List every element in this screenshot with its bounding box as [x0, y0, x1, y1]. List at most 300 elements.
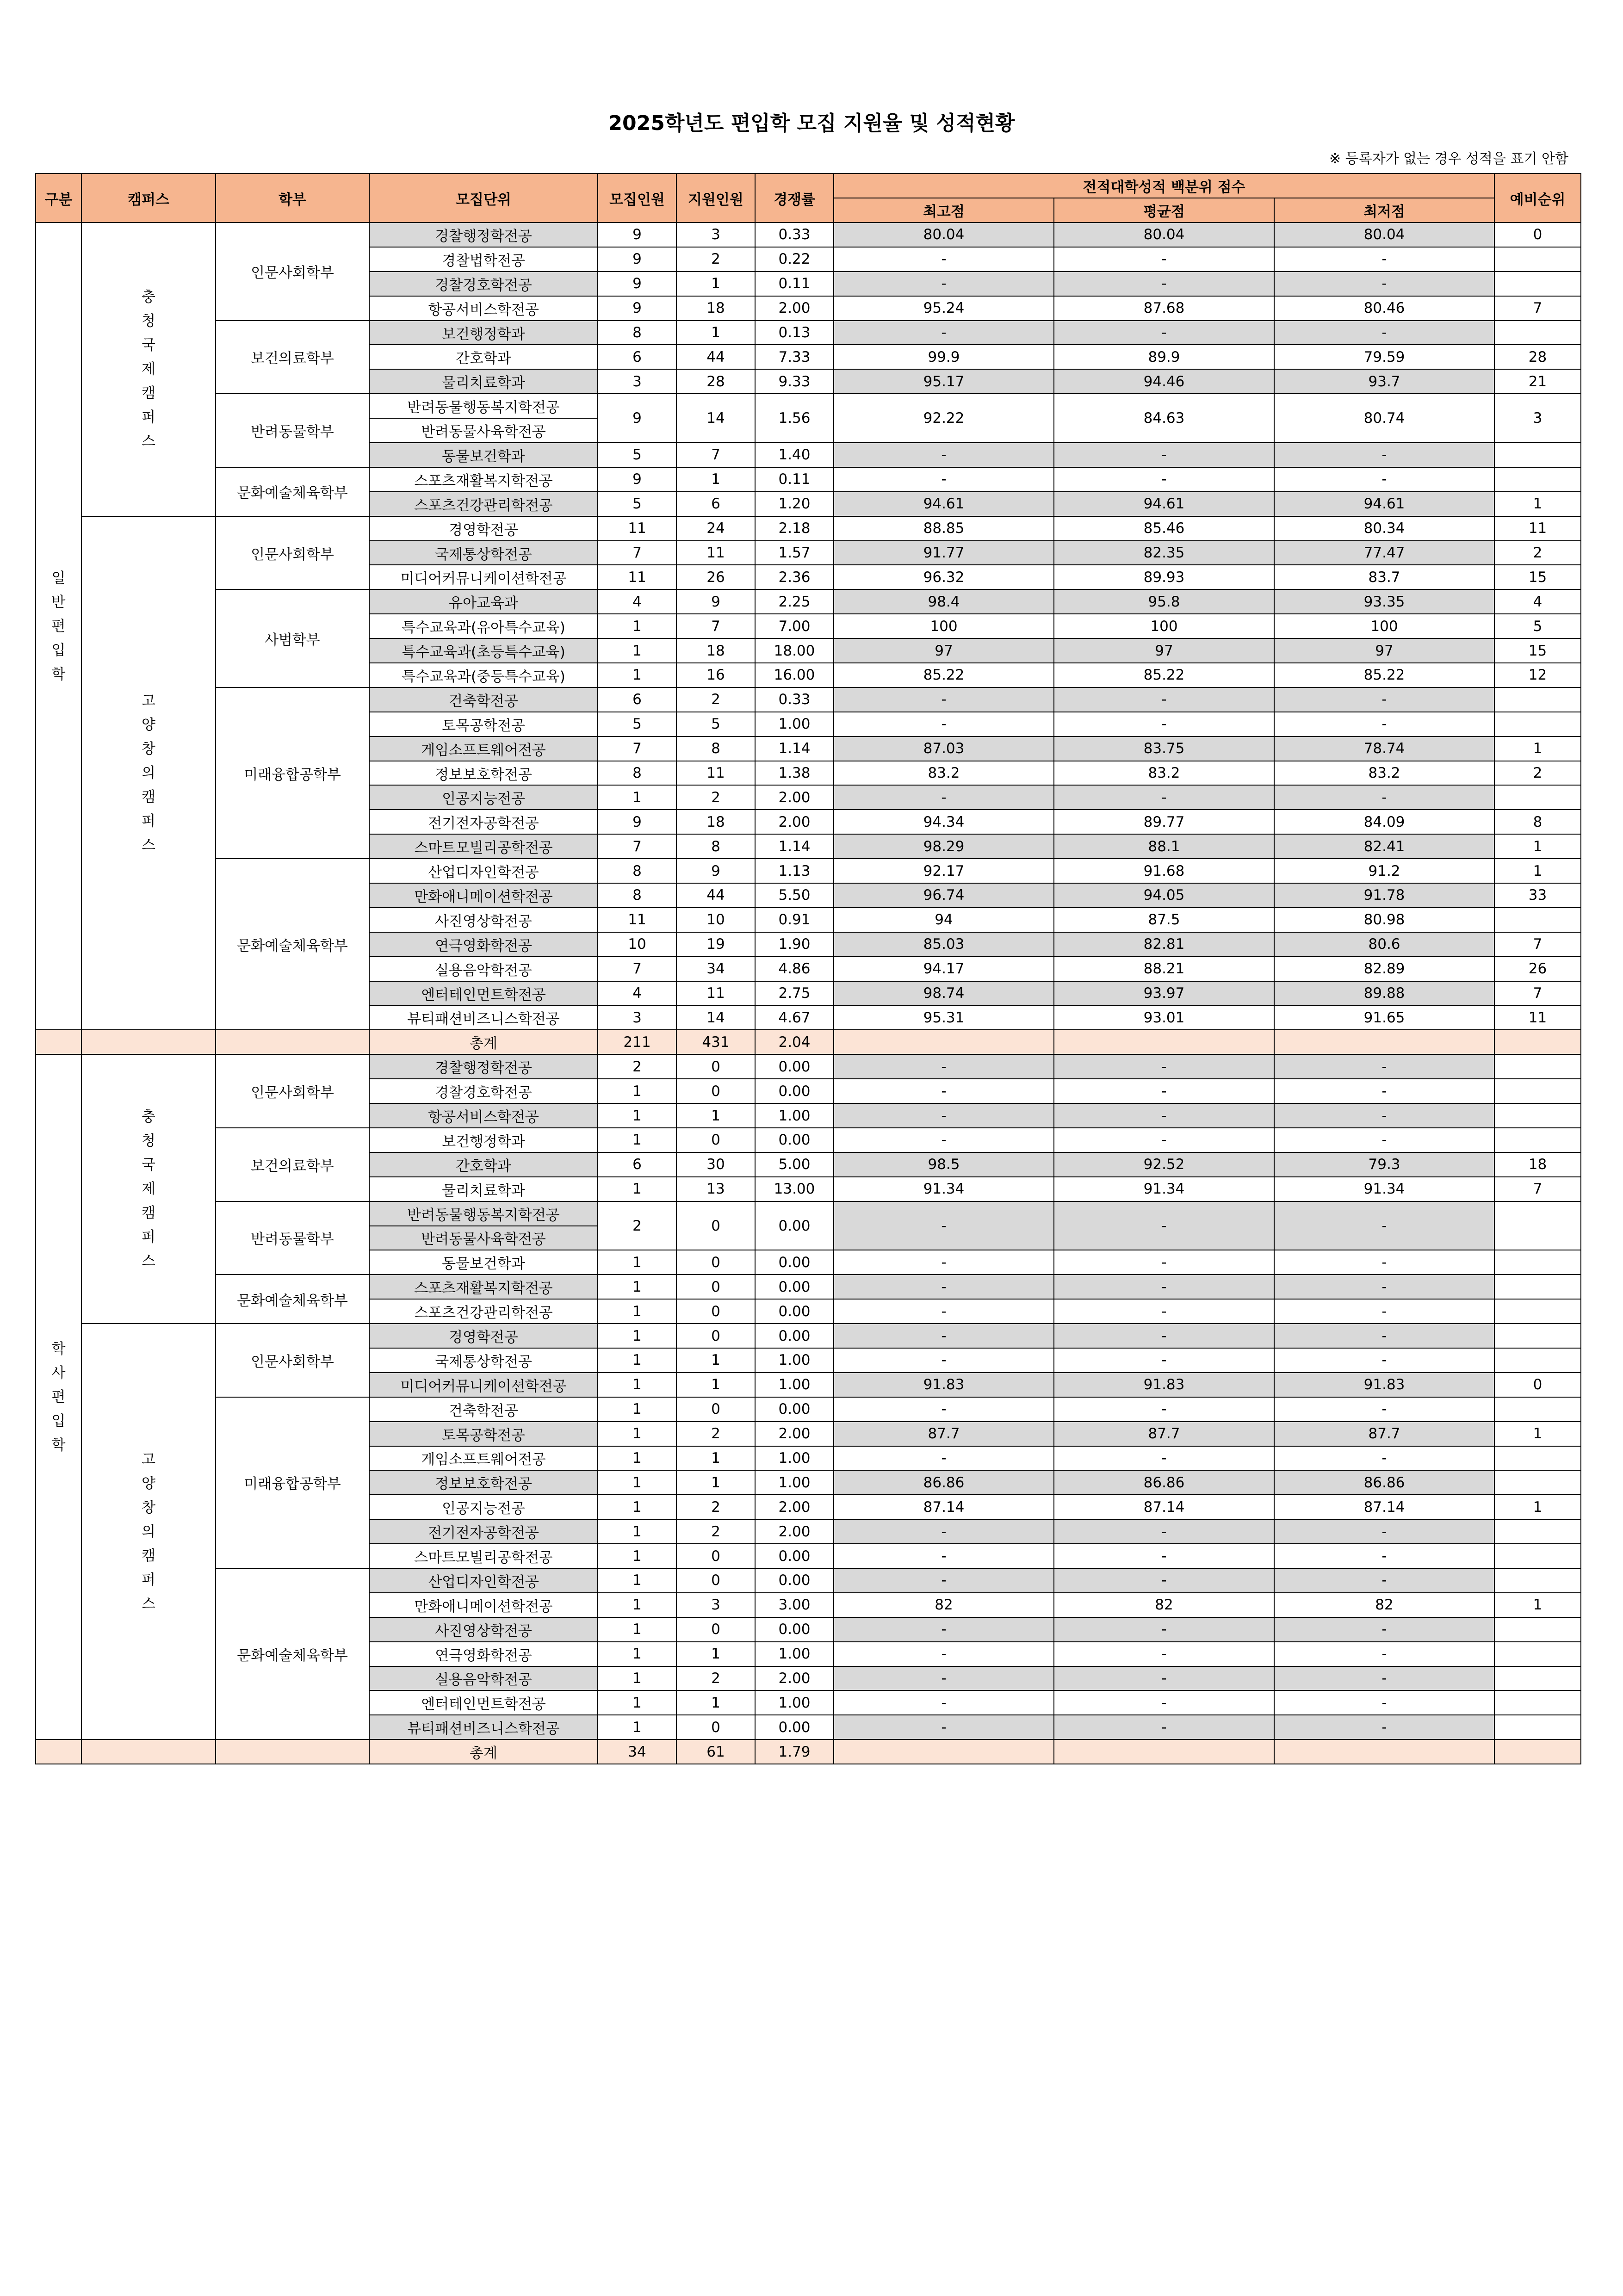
waitlist-cell: 4 [1494, 589, 1581, 614]
table-row [36, 1054, 1581, 1079]
applicants-cell: 44 [676, 345, 755, 369]
avg-score-cell: - [1054, 1054, 1274, 1079]
waitlist-cell: 1 [1494, 1593, 1581, 1617]
faculty-label: 문화예술체육학부 [216, 467, 369, 516]
ratio-cell: 2.00 [755, 296, 834, 321]
max-score-cell: 92.17 [834, 859, 1054, 883]
avg-score-cell: - [1054, 1544, 1274, 1568]
max-score-cell: 94.61 [834, 492, 1054, 516]
waitlist-cell [1494, 1299, 1581, 1324]
avg-score-cell: 83.2 [1054, 761, 1274, 786]
ratio-cell: 0.00 [755, 1715, 834, 1739]
max-score-cell: 88.85 [834, 516, 1054, 541]
waitlist-cell [1494, 1690, 1581, 1715]
waitlist-cell: 2 [1494, 541, 1581, 565]
total-row [36, 1030, 1581, 1054]
total-applicants: 431 [676, 1030, 755, 1054]
waitlist-cell: 11 [1494, 1006, 1581, 1030]
applicants-cell: 3 [676, 1593, 755, 1617]
waitlist-cell [1494, 1470, 1581, 1495]
applicants-cell: 0 [676, 1715, 755, 1739]
applicants-cell: 13 [676, 1177, 755, 1201]
quota-cell: 9 [598, 296, 676, 321]
unit-cell: 보건행정학과 [369, 1128, 598, 1152]
quota-cell: 4 [598, 981, 676, 1006]
quota-cell: 1 [598, 1495, 676, 1519]
quota-cell: 1 [598, 1373, 676, 1397]
applicants-cell: 2 [676, 1666, 755, 1691]
ratio-cell: 1.00 [755, 1103, 834, 1128]
total-label: 총계 [369, 1739, 598, 1764]
max-score-cell: 94 [834, 908, 1054, 932]
min-score-cell: - [1274, 1275, 1494, 1299]
applicants-cell: 1 [676, 467, 755, 492]
avg-score-cell: 87.7 [1054, 1422, 1274, 1446]
waitlist-cell: 1 [1494, 1422, 1581, 1446]
avg-score-cell: - [1054, 687, 1274, 712]
waitlist-cell: 18 [1494, 1152, 1581, 1177]
waitlist-cell [1494, 1128, 1581, 1152]
unit-cell: 건축학전공 [369, 687, 598, 712]
avg-score-cell: - [1054, 467, 1274, 492]
min-score-cell: 91.2 [1274, 859, 1494, 883]
ratio-cell: 0.00 [755, 1201, 834, 1250]
unit-cell: 물리치료학과 [369, 1177, 598, 1201]
quota-cell: 1 [598, 663, 676, 687]
waitlist-cell [1494, 443, 1581, 467]
applicants-cell: 2 [676, 785, 755, 810]
quota-cell: 1 [598, 1177, 676, 1201]
table-row [36, 321, 1581, 345]
applicants-cell: 1 [676, 1103, 755, 1128]
min-score-cell: - [1274, 1250, 1494, 1275]
waitlist-cell: 1 [1494, 834, 1581, 859]
applicants-cell: 1 [676, 1690, 755, 1715]
quota-cell: 1 [598, 1617, 676, 1642]
avg-score-cell: - [1054, 1324, 1274, 1348]
unit-cell: 특수교육과(중등특수교육) [369, 663, 598, 687]
total-empty [81, 1739, 216, 1764]
avg-score-cell: 82 [1054, 1593, 1274, 1617]
avg-score-cell: 94.61 [1054, 492, 1274, 516]
avg-score-cell: - [1054, 1348, 1274, 1373]
ratio-cell: 2.00 [755, 1519, 834, 1544]
ratio-cell: 0.00 [755, 1299, 834, 1324]
max-score-cell: - [834, 1544, 1054, 1568]
unit-cell: 게임소프트웨어전공 [369, 736, 598, 761]
min-score-cell: - [1274, 272, 1494, 296]
avg-score-cell: - [1054, 1617, 1274, 1642]
min-score-cell: - [1274, 1446, 1494, 1471]
waitlist-cell: 2 [1494, 761, 1581, 786]
waitlist-cell [1494, 785, 1581, 810]
min-score-cell: 87.14 [1274, 1495, 1494, 1519]
unit-cell: 스포츠재활복지학전공 [369, 1275, 598, 1299]
max-score-cell: - [834, 321, 1054, 345]
avg-score-cell: - [1054, 712, 1274, 736]
avg-score-cell: 91.34 [1054, 1177, 1274, 1201]
waitlist-cell [1494, 908, 1581, 932]
applicants-cell: 0 [676, 1324, 755, 1348]
ratio-cell: 2.00 [755, 810, 834, 834]
min-score-cell: 91.34 [1274, 1177, 1494, 1201]
section-label [36, 1054, 81, 1739]
quota-cell: 9 [598, 247, 676, 272]
ratio-cell: 13.00 [755, 1177, 834, 1201]
max-score-cell: 87.7 [834, 1422, 1054, 1446]
avg-score-cell: 84.63 [1054, 394, 1274, 443]
quota-cell: 1 [598, 1348, 676, 1373]
ratio-cell: 1.57 [755, 541, 834, 565]
max-score-cell: 91.77 [834, 541, 1054, 565]
avg-score-cell: 82.81 [1054, 932, 1274, 957]
unit-cell: 실용음악학전공 [369, 1666, 598, 1691]
ratio-cell: 2.00 [755, 1422, 834, 1446]
max-score-cell: 97 [834, 638, 1054, 663]
applicants-cell: 2 [676, 247, 755, 272]
unit-cell: 간호학과 [369, 345, 598, 369]
max-score-cell: - [834, 1324, 1054, 1348]
ratio-cell: 0.22 [755, 247, 834, 272]
max-score-cell: 85.22 [834, 663, 1054, 687]
ratio-cell: 2.00 [755, 1666, 834, 1691]
avg-score-cell: - [1054, 247, 1274, 272]
table-row [36, 687, 1581, 712]
faculty-label: 미래융합공학부 [216, 1397, 369, 1568]
table-row [36, 1275, 1581, 1299]
applicants-cell: 1 [676, 1373, 755, 1397]
total-quota: 34 [598, 1739, 676, 1764]
max-score-cell: - [834, 443, 1054, 467]
unit-cell: 경찰경호학전공 [369, 272, 598, 296]
max-score-cell: 80.04 [834, 223, 1054, 247]
max-score-cell: - [834, 1715, 1054, 1739]
header-min: 최저점 [1274, 198, 1494, 223]
quota-cell: 1 [598, 1275, 676, 1299]
waitlist-cell: 33 [1494, 883, 1581, 908]
faculty-label: 인문사회학부 [216, 1324, 369, 1397]
unit-cell: 만화애니메이션학전공 [369, 1593, 598, 1617]
total-empty [1054, 1739, 1274, 1764]
table-row [36, 467, 1581, 492]
unit-cell: 경영학전공 [369, 1324, 598, 1348]
header-max: 최고점 [834, 198, 1054, 223]
unit-cell: 인공지능전공 [369, 1495, 598, 1519]
quota-cell: 1 [598, 1103, 676, 1128]
applicants-cell: 34 [676, 957, 755, 981]
ratio-cell: 5.50 [755, 883, 834, 908]
ratio-cell: 7.33 [755, 345, 834, 369]
faculty-label: 문화예술체육학부 [216, 1275, 369, 1324]
ratio-cell: 1.14 [755, 736, 834, 761]
avg-score-cell: - [1054, 1715, 1274, 1739]
waitlist-cell [1494, 1397, 1581, 1422]
quota-cell: 9 [598, 272, 676, 296]
waitlist-cell [1494, 1250, 1581, 1275]
avg-score-cell: - [1054, 1299, 1274, 1324]
ratio-cell: 0.91 [755, 908, 834, 932]
max-score-cell: - [834, 1666, 1054, 1691]
avg-score-cell: - [1054, 1128, 1274, 1152]
unit-cell: 스포츠건강관리학전공 [369, 1299, 598, 1324]
unit-cell: 스포츠건강관리학전공 [369, 492, 598, 516]
max-score-cell: 91.83 [834, 1373, 1054, 1397]
quota-cell: 1 [598, 1470, 676, 1495]
ratio-cell: 2.00 [755, 785, 834, 810]
ratio-cell: 0.00 [755, 1128, 834, 1152]
ratio-cell: 16.00 [755, 663, 834, 687]
max-score-cell: 96.74 [834, 883, 1054, 908]
min-score-cell: 79.59 [1274, 345, 1494, 369]
applicants-cell: 7 [676, 443, 755, 467]
min-score-cell: 80.04 [1274, 223, 1494, 247]
table-row [36, 589, 1581, 614]
avg-score-cell: 88.1 [1054, 834, 1274, 859]
total-empty [36, 1739, 81, 1764]
waitlist-cell: 7 [1494, 296, 1581, 321]
avg-score-cell: 100 [1054, 614, 1274, 638]
min-score-cell: - [1274, 1397, 1494, 1422]
applicants-cell: 8 [676, 834, 755, 859]
ratio-cell: 1.56 [755, 394, 834, 443]
header-category: 구분 [36, 173, 81, 223]
faculty-label: 인문사회학부 [216, 516, 369, 590]
min-score-cell: - [1274, 1666, 1494, 1691]
waitlist-cell: 1 [1494, 859, 1581, 883]
applicants-cell: 3 [676, 223, 755, 247]
unit-cell: 전기전자공학전공 [369, 1519, 598, 1544]
quota-cell: 5 [598, 492, 676, 516]
unit-cell: 물리치료학과 [369, 369, 598, 394]
max-score-cell: - [834, 1250, 1054, 1275]
waitlist-cell [1494, 1642, 1581, 1666]
table-note: ※ 등록자가 없는 경우 성적을 표기 안함 [1329, 151, 1568, 167]
max-score-cell: 96.32 [834, 565, 1054, 589]
ratio-cell: 18.00 [755, 638, 834, 663]
avg-score-cell: 91.68 [1054, 859, 1274, 883]
min-score-cell: - [1274, 1617, 1494, 1642]
total-empty [1274, 1030, 1494, 1054]
max-score-cell: 86.86 [834, 1470, 1054, 1495]
max-score-cell: - [834, 1446, 1054, 1471]
unit-cell: 반려동물행동복지학전공 [369, 1201, 598, 1226]
ratio-cell: 0.13 [755, 321, 834, 345]
waitlist-cell: 1 [1494, 1495, 1581, 1519]
quota-cell: 11 [598, 516, 676, 541]
table-row [36, 1128, 1581, 1152]
total-empty [834, 1030, 1054, 1054]
unit-cell: 실용음악학전공 [369, 957, 598, 981]
min-score-cell: 83.7 [1274, 565, 1494, 589]
min-score-cell: - [1274, 1568, 1494, 1593]
ratio-cell: 1.00 [755, 1642, 834, 1666]
applicants-cell: 1 [676, 321, 755, 345]
unit-cell: 간호학과 [369, 1152, 598, 1177]
applicants-cell: 10 [676, 908, 755, 932]
unit-cell: 정보보호학전공 [369, 1470, 598, 1495]
max-score-cell: - [834, 687, 1054, 712]
avg-score-cell: 85.46 [1054, 516, 1274, 541]
quota-cell: 1 [598, 1397, 676, 1422]
header-waitlist: 예비순위 [1494, 173, 1581, 223]
max-score-cell: 95.31 [834, 1006, 1054, 1030]
avg-score-cell: - [1054, 1568, 1274, 1593]
quota-cell: 2 [598, 1201, 676, 1250]
unit-cell: 뷰티패션비즈니스학전공 [369, 1715, 598, 1739]
faculty-label: 인문사회학부 [216, 223, 369, 321]
waitlist-cell [1494, 1324, 1581, 1348]
applicants-cell: 0 [676, 1054, 755, 1079]
applicants-cell: 18 [676, 638, 755, 663]
section-label-text: 학 사 편 입 학 [51, 1340, 66, 1454]
ratio-cell: 0.00 [755, 1275, 834, 1299]
table-body [36, 223, 1581, 1764]
avg-score-cell: - [1054, 1446, 1274, 1471]
applicants-cell: 2 [676, 1422, 755, 1446]
avg-score-cell: - [1054, 1275, 1274, 1299]
unit-cell: 건축학전공 [369, 1397, 598, 1422]
waitlist-cell: 0 [1494, 1373, 1581, 1397]
quota-cell: 1 [598, 1446, 676, 1471]
avg-score-cell: 82.35 [1054, 541, 1274, 565]
ratio-cell: 3.00 [755, 1593, 834, 1617]
total-empty [1054, 1030, 1274, 1054]
ratio-cell: 4.67 [755, 1006, 834, 1030]
min-score-cell: - [1274, 687, 1494, 712]
quota-cell: 7 [598, 541, 676, 565]
faculty-label: 문화예술체육학부 [216, 859, 369, 1030]
avg-score-cell: 87.14 [1054, 1495, 1274, 1519]
waitlist-cell: 5 [1494, 614, 1581, 638]
max-score-cell: 98.74 [834, 981, 1054, 1006]
max-score-cell: 87.14 [834, 1495, 1054, 1519]
applicants-cell: 24 [676, 516, 755, 541]
min-score-cell: 91.65 [1274, 1006, 1494, 1030]
min-score-cell: 78.74 [1274, 736, 1494, 761]
min-score-cell: - [1274, 443, 1494, 467]
campus-label: 고 양 창 의 캠 퍼 스 [81, 1324, 216, 1739]
unit-cell: 항공서비스학전공 [369, 296, 598, 321]
waitlist-cell: 26 [1494, 957, 1581, 981]
applicants-cell: 5 [676, 712, 755, 736]
min-score-cell: - [1274, 1715, 1494, 1739]
max-score-cell: - [834, 1617, 1054, 1642]
waitlist-cell: 21 [1494, 369, 1581, 394]
unit-cell: 국제통상학전공 [369, 1348, 598, 1373]
unit-cell: 연극영화학전공 [369, 1642, 598, 1666]
avg-score-cell: - [1054, 1201, 1274, 1250]
unit-cell: 게임소프트웨어전공 [369, 1446, 598, 1471]
applicants-cell: 16 [676, 663, 755, 687]
waitlist-cell: 15 [1494, 638, 1581, 663]
quota-cell: 5 [598, 443, 676, 467]
min-score-cell: - [1274, 785, 1494, 810]
ratio-cell: 4.86 [755, 957, 834, 981]
quota-cell: 1 [598, 1642, 676, 1666]
waitlist-cell [1494, 1201, 1581, 1250]
campus-label: 고 양 창 의 캠 퍼 스 [81, 516, 216, 1030]
quota-cell: 1 [598, 1299, 676, 1324]
ratio-cell: 0.33 [755, 223, 834, 247]
faculty-label: 보건의료학부 [216, 321, 369, 394]
waitlist-cell: 7 [1494, 981, 1581, 1006]
min-score-cell: - [1274, 1324, 1494, 1348]
unit-cell: 반려동물사육학전공 [369, 1226, 598, 1250]
ratio-cell: 0.00 [755, 1250, 834, 1275]
max-score-cell: 98.4 [834, 589, 1054, 614]
waitlist-cell: 11 [1494, 516, 1581, 541]
applicants-cell: 9 [676, 589, 755, 614]
unit-cell: 국제통상학전공 [369, 541, 598, 565]
max-score-cell: - [834, 1275, 1054, 1299]
min-score-cell: 91.78 [1274, 883, 1494, 908]
applicants-cell: 0 [676, 1201, 755, 1250]
ratio-cell: 0.00 [755, 1544, 834, 1568]
max-score-cell: - [834, 712, 1054, 736]
avg-score-cell: - [1054, 1690, 1274, 1715]
waitlist-cell [1494, 1079, 1581, 1103]
waitlist-cell [1494, 1275, 1581, 1299]
total-empty [36, 1030, 81, 1054]
applicants-cell: 26 [676, 565, 755, 589]
applicants-cell: 2 [676, 687, 755, 712]
applicants-cell: 0 [676, 1128, 755, 1152]
avg-score-cell: - [1054, 1666, 1274, 1691]
faculty-label: 인문사회학부 [216, 1054, 369, 1128]
avg-score-cell: 94.46 [1054, 369, 1274, 394]
quota-cell: 1 [598, 614, 676, 638]
applicants-cell: 30 [676, 1152, 755, 1177]
unit-cell: 반려동물사육학전공 [369, 418, 598, 443]
quota-cell: 1 [598, 1593, 676, 1617]
avg-score-cell: 89.77 [1054, 810, 1274, 834]
quota-cell: 2 [598, 1054, 676, 1079]
table-row [36, 223, 1581, 247]
min-score-cell: - [1274, 1103, 1494, 1128]
max-score-cell: 87.03 [834, 736, 1054, 761]
applicants-cell: 11 [676, 541, 755, 565]
table-row [36, 1397, 1581, 1422]
min-score-cell: 79.3 [1274, 1152, 1494, 1177]
min-score-cell: - [1274, 1079, 1494, 1103]
quota-cell: 1 [598, 1568, 676, 1593]
ratio-cell: 0.11 [755, 467, 834, 492]
ratio-cell: 1.00 [755, 1446, 834, 1471]
applicants-cell: 6 [676, 492, 755, 516]
avg-score-cell: - [1054, 272, 1274, 296]
unit-cell: 산업디자인학전공 [369, 1568, 598, 1593]
total-empty [1494, 1030, 1581, 1054]
max-score-cell: 92.22 [834, 394, 1054, 443]
unit-cell: 반려동물행동복지학전공 [369, 394, 598, 418]
avg-score-cell: 85.22 [1054, 663, 1274, 687]
total-ratio: 1.79 [755, 1739, 834, 1764]
quota-cell: 1 [598, 785, 676, 810]
quota-cell: 8 [598, 859, 676, 883]
quota-cell: 1 [598, 1690, 676, 1715]
avg-score-cell: 97 [1054, 638, 1274, 663]
header-score-group: 전적대학성적 백분위 점수 [834, 173, 1494, 198]
ratio-cell: 1.13 [755, 859, 834, 883]
min-score-cell: 82.41 [1274, 834, 1494, 859]
min-score-cell: 100 [1274, 614, 1494, 638]
avg-score-cell: - [1054, 443, 1274, 467]
applicants-cell: 0 [676, 1544, 755, 1568]
ratio-cell: 0.11 [755, 272, 834, 296]
total-applicants: 61 [676, 1739, 755, 1764]
avg-score-cell: - [1054, 1519, 1274, 1544]
applicants-cell: 14 [676, 1006, 755, 1030]
